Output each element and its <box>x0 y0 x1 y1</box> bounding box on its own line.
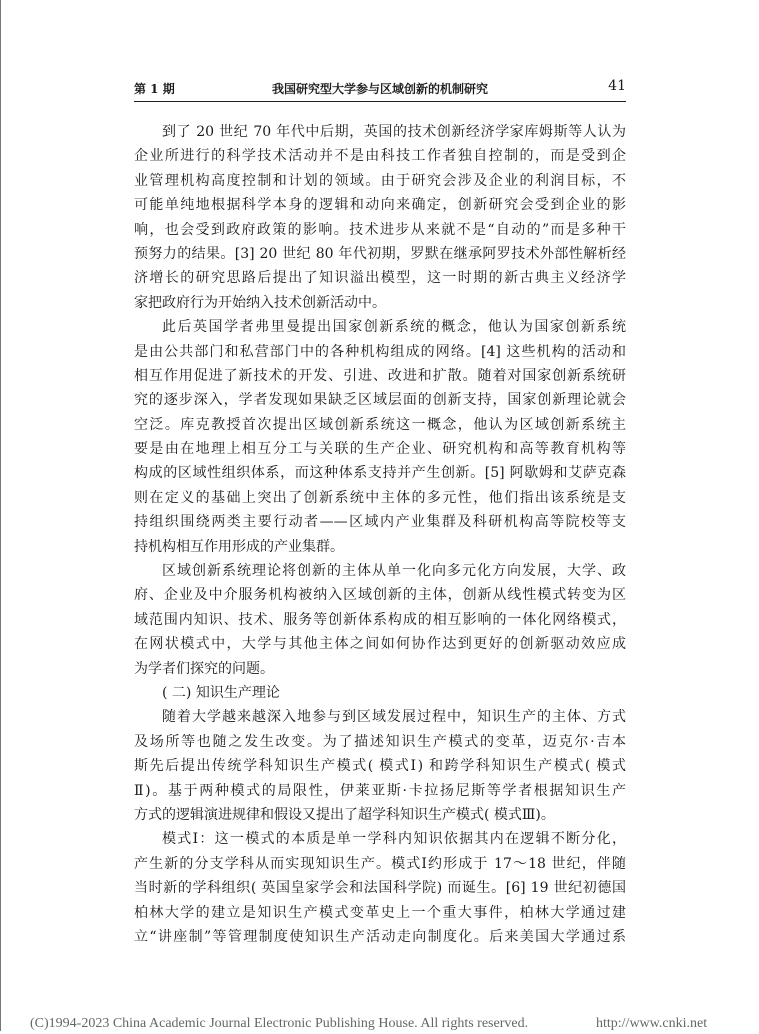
copyright-footer <box>30 1016 750 1034</box>
text-line: 为学者们探究的问题。 <box>134 660 274 677</box>
text-line: 构成的区域性组织体系，而这种体系支持并产生创新。[5] 阿歇姆和艾萨克森 <box>134 465 626 482</box>
text-line: 产生新的分支学科从而实现知识生产。模式Ⅰ约形成于 17～18 世纪，伴随 <box>134 855 626 872</box>
text-line: 到了 20 世纪 70 年代中后期，英国的技术创新经济学家库姆斯等人认为 <box>162 124 626 140</box>
text-line: 企业所进行的科学技术活动并不是由科技工作者独自控制的，而是受到企 <box>134 148 626 165</box>
footer-url: http://www.cnki.net <box>596 1016 708 1031</box>
text-line: 家把政府行为开始纳入技术创新活动中。 <box>134 294 386 311</box>
page-number: 41 <box>608 78 626 94</box>
left-page-edge <box>0 0 1 1031</box>
text-line: 则在定义的基础上突出了创新系统中主体的多元性，他们指出该系统是支 <box>134 489 626 506</box>
text-line: 响，也会受到政府政策的影响。技术进步从来就不是“自动的”而是多种干 <box>134 221 626 238</box>
text-line: 相互作用促进了新技术的开发、引进、改进和扩散。随着对国家创新系统研 <box>134 367 626 384</box>
text-line: 业管理机构高度控制和计划的领域。由于研究会涉及企业的利润目标，不 <box>134 172 626 189</box>
text-line: 在网状模式中，大学与其他主体之间如何协作达到更好的创新驱动效应成 <box>134 636 626 653</box>
text-line: 持机构相互作用形成的产业集群。 <box>134 538 344 555</box>
text-line: 此后英国学者弗里曼提出国家创新系统的概念，他认为国家创新系统 <box>162 319 626 336</box>
text-line: 模式Ⅰ：这一模式的本质是单一学科内知识依据其内在逻辑不断分化， <box>162 831 626 848</box>
text-line: Ⅱ)。基于两种模式的局限性，伊莱亚斯·卡拉扬尼斯等学者根据知识生产 <box>134 782 626 799</box>
text-line: 柏林大学的建立是知识生产模式变革史上一个重大事件，柏林大学通过建 <box>134 904 626 921</box>
text-line: 空泛。库克教授首次提出区域创新系统这一概念，他认为区域创新系统主 <box>134 416 626 433</box>
text-line: 可能单纯地根据科学本身的逻辑和动向来确定，创新研究会受到企业的影 <box>134 197 626 214</box>
text-line: 预努力的结果。[3] 20 世纪 80 年代初期，罗默在继承阿罗技术外部性解析经 <box>134 245 626 262</box>
text-line: 区域创新系统理论将创新的主体从单一化向多元化方向发展，大学、政 <box>162 563 626 580</box>
body-text <box>134 120 626 949</box>
running-title: 我国研究型大学参与区域创新的机制研究 <box>271 82 488 96</box>
copyright-notice: (C)1994-2023 China Academic Journal Electronic Publishing House. All rights reserved. <box>30 1016 529 1031</box>
issue-number: 第 1 期 <box>134 82 175 96</box>
text-line: 域范围内知识、技术、服务等创新体系构成的相互影响的一体化网络模式， <box>134 611 626 628</box>
text-line: 是由公共部门和私营部门中的各种机构组成的网络。[4] 这些机构的活动和 <box>134 343 626 360</box>
text-line: 府、企业及中介服务机构被纳入区域创新的主体，创新从线性模式转变为区 <box>134 587 626 604</box>
text-line: 立“讲座制”等管理制度使知识生产活动走向制度化。后来美国大学通过系 <box>134 928 626 945</box>
text-line: 及场所等也随之发生改变。为了描述知识生产模式的变革，迈克尔·吉本 <box>134 733 626 750</box>
text-line: 随着大学越来越深入地参与到区域发展过程中，知识生产的主体、方式 <box>162 709 626 726</box>
text-line: 方式的逻辑演进规律和假设又提出了超学科知识生产模式( 模式Ⅲ)。 <box>134 806 555 823</box>
text-line: 要是由在地理上相互分工与关联的生产企业、研究机构和高等教育机构等 <box>134 441 626 458</box>
header-rule <box>134 101 626 102</box>
text-line: 持组织围绕两类主要行动者——区域内产业集群及科研机构高等院校等支 <box>134 514 626 531</box>
text-line: 斯先后提出传统学科知识生产模式( 模式Ⅰ) 和跨学科知识生产模式( 模式 <box>134 758 626 775</box>
text-line: 究的逐步深入，学者发现如果缺乏区域层面的创新支持，国家创新理论就会 <box>134 392 626 409</box>
running-header <box>134 78 626 98</box>
text-line: 当时新的学科组织( 英国皇家学会和法国科学院) 而诞生。[6] 19 世纪初德国 <box>134 880 626 897</box>
text-line: 济增长的研究思路后提出了知识溢出模型，这一时期的新古典主义经济学 <box>134 270 626 287</box>
section-heading: ( 二) 知识生产理论 <box>162 684 280 701</box>
